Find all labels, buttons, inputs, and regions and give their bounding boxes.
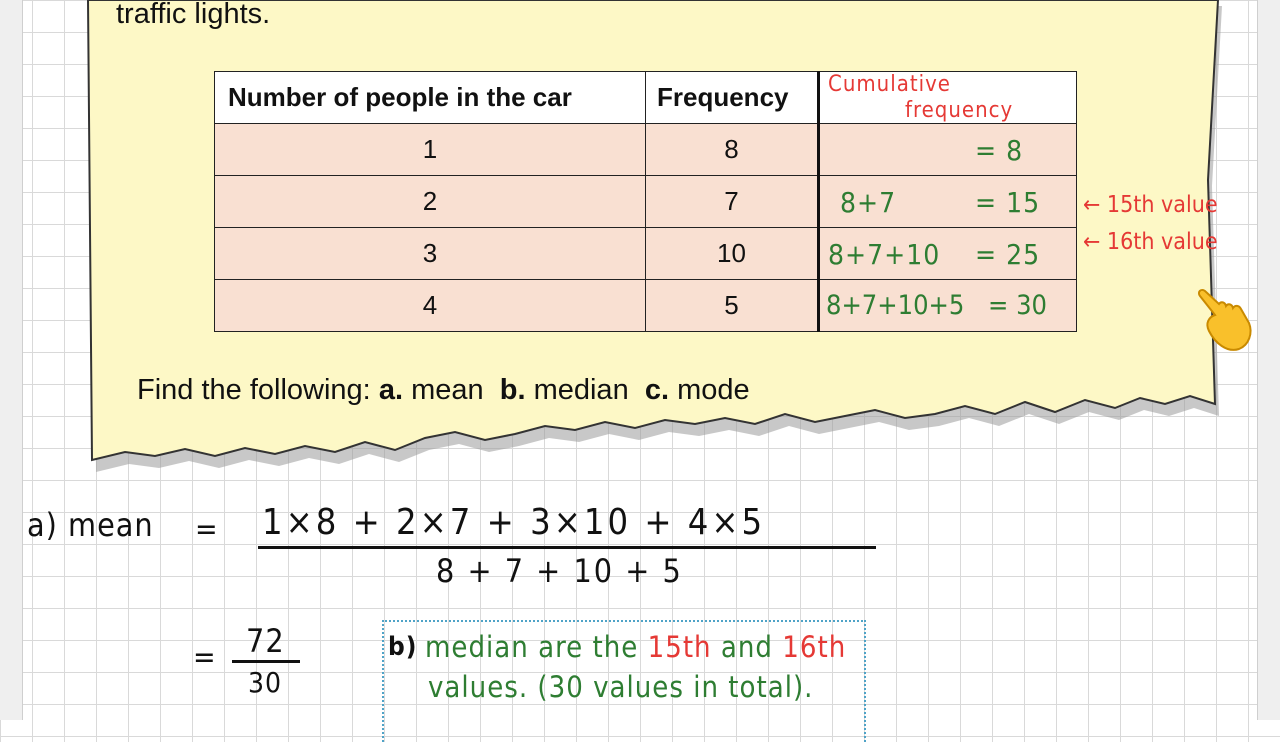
cf-sum-3: 8+7+10: [828, 238, 941, 271]
table-row: [215, 124, 1077, 176]
cell-people: 2: [215, 176, 646, 228]
table-row: [215, 228, 1077, 280]
pointing-hand-icon: [1195, 283, 1255, 358]
find-prefix: Find the following:: [137, 374, 371, 406]
cell-people: 1: [215, 124, 646, 176]
find-b-letter: b.: [499, 374, 526, 406]
median-line-2: values. (30 values in total).: [428, 670, 814, 704]
median-text-a: median are the: [425, 630, 639, 664]
mean-label: a) mean: [27, 506, 154, 544]
cumulative-header-line1: Cumulative: [828, 72, 951, 97]
mean-numerator: 1×8 + 2×7 + 3×10 + 4×5: [262, 502, 766, 543]
find-instructions: [137, 374, 750, 407]
mean-equals-1: =: [195, 512, 219, 547]
find-b-text: median: [533, 374, 629, 406]
cell-cumulative: [819, 124, 1077, 176]
mean-equals-2: =: [193, 640, 217, 675]
mean-result-bar: [232, 660, 300, 663]
header-frequency: Frequency: [646, 72, 819, 124]
cell-frequency: 5: [646, 280, 819, 332]
mean-fraction-bar: [258, 546, 876, 549]
median-16th: 16th: [782, 630, 847, 664]
arrow-16th-value: ← 16th value: [1083, 229, 1218, 255]
find-a-text: mean: [411, 374, 484, 406]
cell-people: 3: [215, 228, 646, 280]
table-row: [215, 176, 1077, 228]
median-b-label: b): [388, 632, 418, 662]
arrow-15th-value: ← 15th value: [1083, 192, 1218, 218]
median-line-1: [425, 630, 846, 664]
mean-denominator: 8 + 7 + 10 + 5: [436, 552, 683, 590]
find-c-letter: c.: [644, 374, 670, 406]
header-people: Number of people in the car: [215, 72, 646, 124]
cell-people: 4: [215, 280, 646, 332]
cell-frequency: 8: [646, 124, 819, 176]
cf-result-4: = 30: [988, 290, 1047, 321]
median-and: and: [720, 630, 773, 664]
cf-sum-4: 8+7+10+5: [826, 290, 965, 321]
cumulative-header-line2: frequency: [905, 98, 1014, 123]
cell-frequency: 7: [646, 176, 819, 228]
median-15th: 15th: [647, 630, 712, 664]
mean-result-numerator: 72: [246, 622, 285, 660]
cell-frequency: 10: [646, 228, 819, 280]
mean-result-denominator: 30: [248, 666, 283, 699]
find-a-letter: a.: [378, 374, 403, 406]
question-text: traffic lights.: [116, 0, 271, 30]
cf-result-2: = 15: [975, 186, 1041, 219]
cf-result-1: = 8: [975, 134, 1024, 167]
find-c-text: mode: [677, 374, 750, 406]
cf-result-3: = 25: [975, 238, 1041, 271]
cf-sum-2: 8+7: [840, 186, 897, 219]
